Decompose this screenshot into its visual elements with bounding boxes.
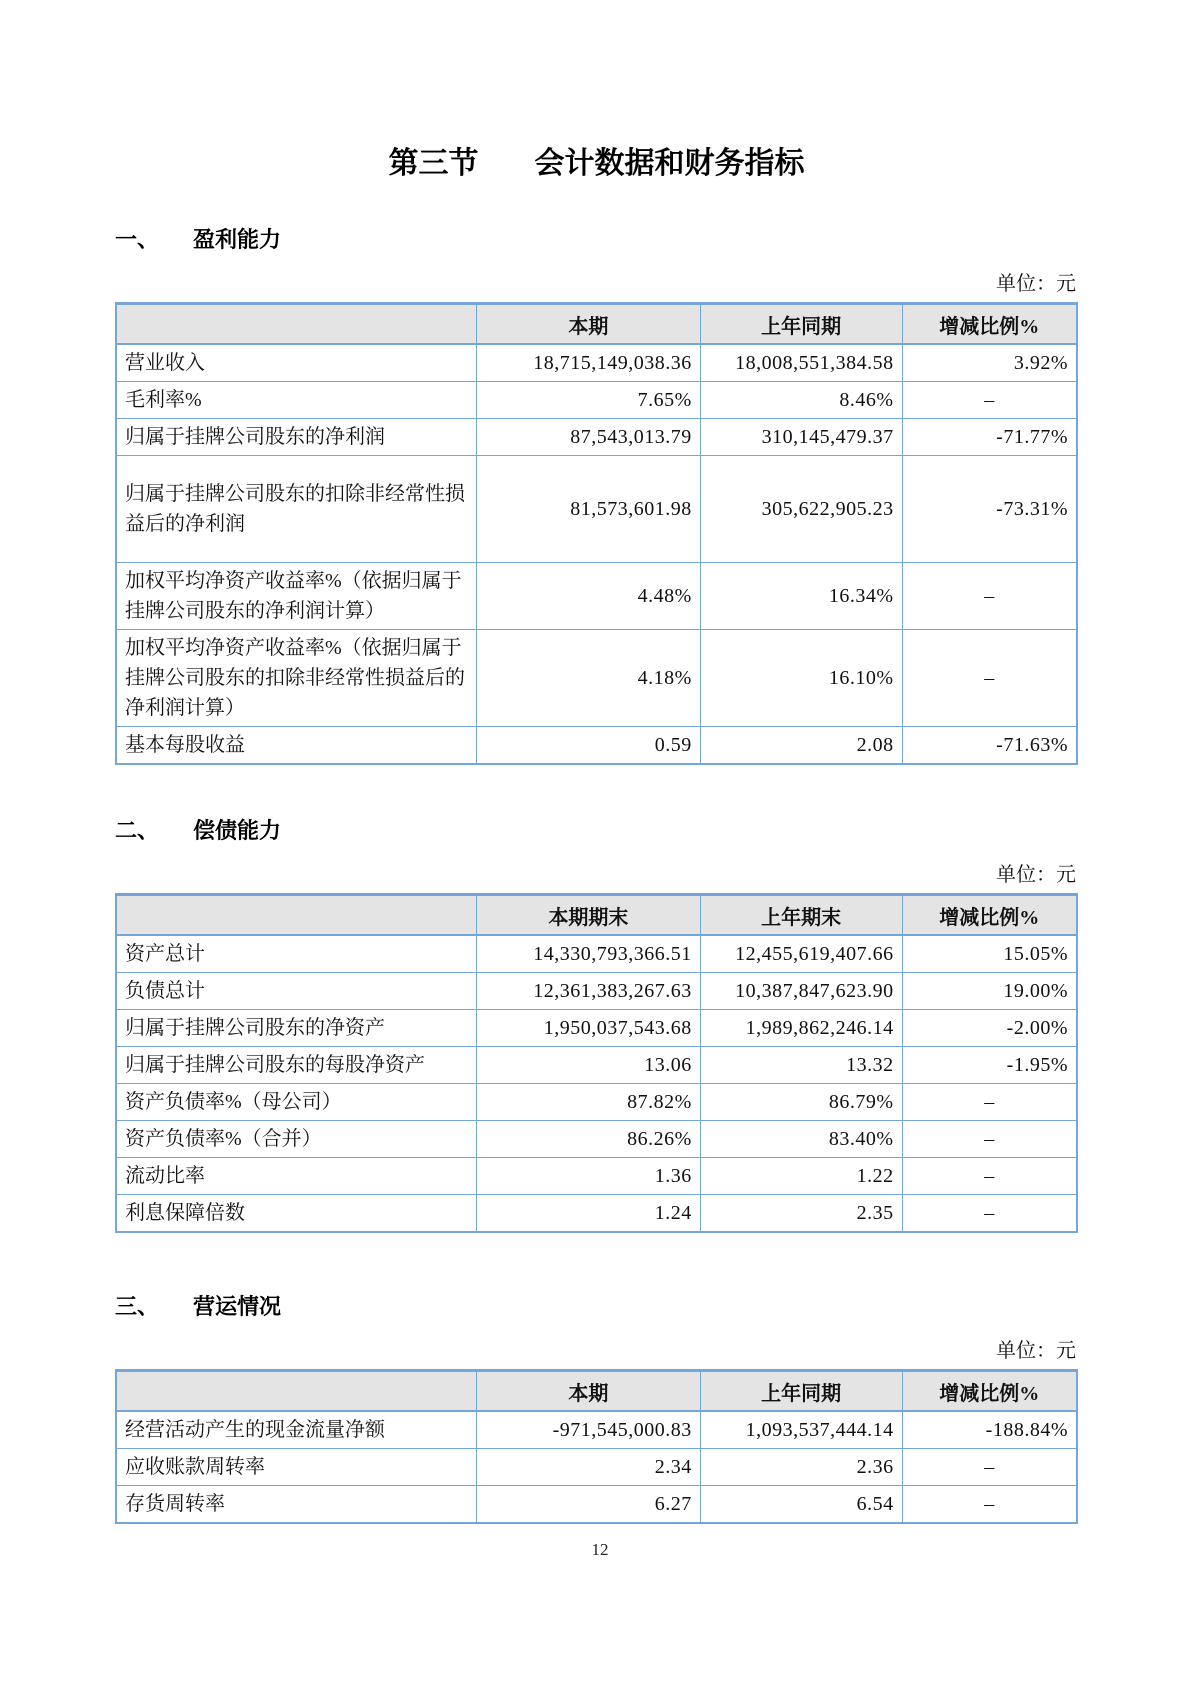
current-value-cell: 0.59: [476, 727, 700, 765]
prior-value-cell: 16.34%: [700, 563, 902, 630]
current-value-cell: 86.26%: [476, 1121, 700, 1158]
prior-value-cell: 13.32: [700, 1047, 902, 1084]
empty-header-cell: [116, 1371, 476, 1412]
prior-value-cell: 2.36: [700, 1449, 902, 1486]
change-value-cell: 19.00%: [902, 973, 1077, 1010]
section-title: 偿债能力: [193, 818, 282, 843]
section-title: 盈利能力: [193, 227, 282, 252]
current-value-cell: 4.48%: [476, 563, 700, 630]
current-value-cell: 1,950,037,543.68: [476, 1010, 700, 1047]
solvency-table: [115, 893, 1078, 1233]
col-header-prior: 上年同期: [700, 1371, 902, 1412]
profitability-table: [115, 302, 1078, 765]
current-value-cell: 87,543,013.79: [476, 419, 700, 456]
prior-value-cell: 2.08: [700, 727, 902, 765]
current-value-cell: 81,573,601.98: [476, 456, 700, 563]
row-label: 归属于挂牌公司股东的扣除非经常性损益后的净利润: [116, 456, 476, 563]
table-row: [116, 727, 1077, 765]
prior-value-cell: 8.46%: [700, 382, 902, 419]
col-header-current: 本期期末: [476, 895, 700, 936]
unit-label: 单位：元: [996, 1340, 1076, 1362]
table-row: [116, 456, 1077, 563]
change-value-cell: -2.00%: [902, 1010, 1077, 1047]
title-text: 会计数据和财务指标: [534, 147, 805, 180]
change-value-cell: –: [902, 1486, 1077, 1524]
section-number: 三、: [115, 1294, 160, 1319]
table-row: [116, 1010, 1077, 1047]
section-number: 一、: [115, 227, 160, 252]
table-header-row: [116, 895, 1077, 936]
table-row: [116, 563, 1077, 630]
row-label: 毛利率%: [116, 382, 476, 419]
row-label: 资产负债率%（合并）: [116, 1121, 476, 1158]
change-value-cell: -188.84%: [902, 1411, 1077, 1449]
current-value-cell: 87.82%: [476, 1084, 700, 1121]
row-label: 加权平均净资产收益率%（依据归属于挂牌公司股东的净利润计算）: [116, 563, 476, 630]
page-title: [115, 0, 1078, 182]
table-row: [116, 1084, 1077, 1121]
operations-table: [115, 1369, 1078, 1524]
change-value-cell: –: [902, 1121, 1077, 1158]
prior-value-cell: 16.10%: [700, 630, 902, 727]
section-heading-profitability: [115, 226, 1078, 254]
row-label: 负债总计: [116, 973, 476, 1010]
prior-value-cell: 1,989,862,246.14: [700, 1010, 902, 1047]
col-header-change: 增减比例%: [902, 304, 1077, 345]
prior-value-cell: 18,008,551,384.58: [700, 344, 902, 382]
table-row: [116, 1486, 1077, 1524]
row-label: 存货周转率: [116, 1486, 476, 1524]
prior-value-cell: 83.40%: [700, 1121, 902, 1158]
change-value-cell: –: [902, 563, 1077, 630]
table-row: [116, 1047, 1077, 1084]
change-value-cell: -71.63%: [902, 727, 1077, 765]
change-value-cell: –: [902, 1084, 1077, 1121]
prior-value-cell: 2.35: [700, 1195, 902, 1233]
row-label: 资产总计: [116, 935, 476, 973]
change-value-cell: -1.95%: [902, 1047, 1077, 1084]
table-row: [116, 1449, 1077, 1486]
prior-value-cell: 6.54: [700, 1486, 902, 1524]
current-value-cell: 7.65%: [476, 382, 700, 419]
section-heading-operations: [115, 1293, 1078, 1321]
row-label: 资产负债率%（母公司）: [116, 1084, 476, 1121]
prior-value-cell: 86.79%: [700, 1084, 902, 1121]
col-header-change: 增减比例%: [902, 895, 1077, 936]
row-label: 基本每股收益: [116, 727, 476, 765]
current-value-cell: 13.06: [476, 1047, 700, 1084]
row-label: 归属于挂牌公司股东的每股净资产: [116, 1047, 476, 1084]
change-value-cell: 15.05%: [902, 935, 1077, 973]
change-value-cell: –: [902, 1195, 1077, 1233]
current-value-cell: 6.27: [476, 1486, 700, 1524]
prior-value-cell: 12,455,619,407.66: [700, 935, 902, 973]
current-value-cell: 14,330,793,366.51: [476, 935, 700, 973]
unit-label: 单位：元: [996, 273, 1076, 295]
section-title: 营运情况: [193, 1294, 282, 1319]
row-label: 加权平均净资产收益率%（依据归属于挂牌公司股东的扣除非经常性损益后的净利润计算）: [116, 630, 476, 727]
row-label: 利息保障倍数: [116, 1195, 476, 1233]
empty-header-cell: [116, 304, 476, 345]
table-row: [116, 419, 1077, 456]
row-label: 归属于挂牌公司股东的净利润: [116, 419, 476, 456]
table-row: [116, 382, 1077, 419]
row-label: 经营活动产生的现金流量净额: [116, 1411, 476, 1449]
empty-header-cell: [116, 895, 476, 936]
page-number: 12: [591, 1540, 609, 1559]
col-header-prior: 上年期末: [700, 895, 902, 936]
row-label: 流动比率: [116, 1158, 476, 1195]
section-number: 二、: [115, 818, 160, 843]
table-row: [116, 344, 1077, 382]
table-header-row: [116, 1371, 1077, 1412]
current-value-cell: -971,545,000.83: [476, 1411, 700, 1449]
prior-value-cell: 310,145,479.37: [700, 419, 902, 456]
table-header-row: [116, 304, 1077, 345]
prior-value-cell: 1,093,537,444.14: [700, 1411, 902, 1449]
change-value-cell: –: [902, 630, 1077, 727]
table-row: [116, 630, 1077, 727]
change-value-cell: –: [902, 382, 1077, 419]
col-header-current: 本期: [476, 1371, 700, 1412]
change-value-cell: –: [902, 1158, 1077, 1195]
current-value-cell: 12,361,383,267.63: [476, 973, 700, 1010]
table-row: [116, 973, 1077, 1010]
current-value-cell: 18,715,149,038.36: [476, 344, 700, 382]
change-value-cell: 3.92%: [902, 344, 1077, 382]
table-row: [116, 1158, 1077, 1195]
current-value-cell: 1.36: [476, 1158, 700, 1195]
title-section-number: 第三节: [388, 147, 479, 180]
col-header-prior: 上年同期: [700, 304, 902, 345]
table-row: [116, 935, 1077, 973]
current-value-cell: 4.18%: [476, 630, 700, 727]
change-value-cell: -73.31%: [902, 456, 1077, 563]
current-value-cell: 1.24: [476, 1195, 700, 1233]
prior-value-cell: 305,622,905.23: [700, 456, 902, 563]
unit-label: 单位：元: [996, 864, 1076, 886]
row-label: 归属于挂牌公司股东的净资产: [116, 1010, 476, 1047]
col-header-current: 本期: [476, 304, 700, 345]
current-value-cell: 2.34: [476, 1449, 700, 1486]
change-value-cell: –: [902, 1449, 1077, 1486]
row-label: 应收账款周转率: [116, 1449, 476, 1486]
col-header-change: 增减比例%: [902, 1371, 1077, 1412]
change-value-cell: -71.77%: [902, 419, 1077, 456]
table-row: [116, 1195, 1077, 1233]
prior-value-cell: 10,387,847,623.90: [700, 973, 902, 1010]
section-heading-solvency: [115, 817, 1078, 845]
table-row: [116, 1121, 1077, 1158]
row-label: 营业收入: [116, 344, 476, 382]
page-content: [115, 0, 1078, 1524]
table-row: [116, 1411, 1077, 1449]
prior-value-cell: 1.22: [700, 1158, 902, 1195]
